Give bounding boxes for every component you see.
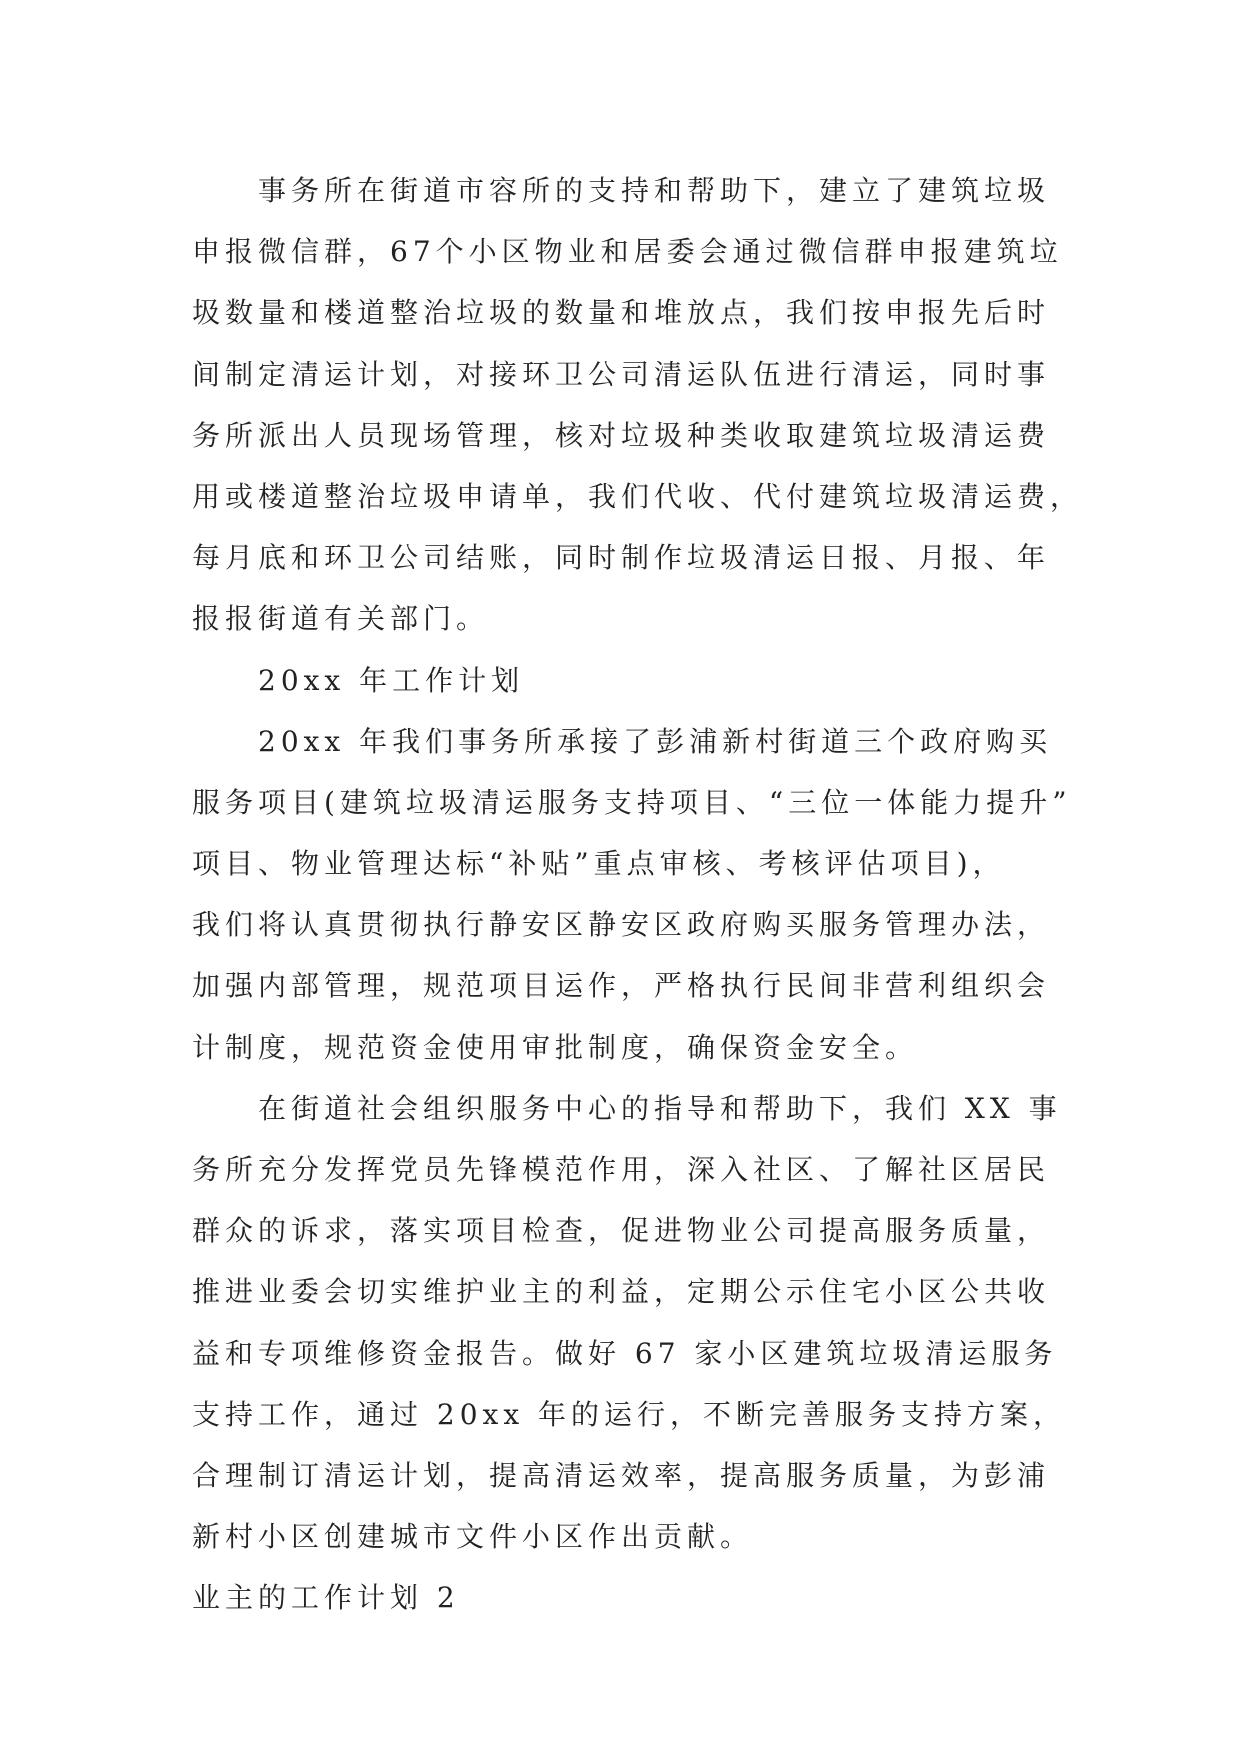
text-line: 加强内部管理，规范项目运作，严格执行民间非营利组织会 — [192, 969, 1051, 1003]
text-line: 事务所在街道市容所的支持和帮助下，建立了建筑垃圾 — [258, 174, 1051, 207]
document-body — [192, 160, 1084, 1629]
text-line: 合理制订清运计划，提高清运效率，提高服务质量，为彭浦 — [192, 1458, 1051, 1492]
paragraph-garbage-reporting — [192, 160, 1084, 650]
text-line: 项目、物业管理达标“补贴”重点审核、考核评估项目)， — [192, 847, 1006, 881]
heading-line: 20xx 年工作计划 — [258, 663, 525, 697]
text-line: 新村小区创建城市文件小区作出贡献。 — [192, 1520, 754, 1554]
paragraph-service-projects — [192, 711, 1072, 1078]
text-line: 每月底和环卫公司结账，同时制作垃圾清运日报、月报、年 — [192, 541, 1051, 575]
text-line: 间制定清运计划，对接环卫公司清运队伍进行清运，同时事 — [192, 357, 1051, 391]
section-title-owner-work-plan-2 — [192, 1567, 1052, 1628]
text-line: 报报街道有关部门。 — [192, 602, 490, 636]
text-line: 务所派出人员现场管理，核对垃圾种类收取建筑垃圾清运费 — [192, 418, 1051, 452]
text-line: 推进业委会切实维护业主的利益，定期公示住宅小区公共收 — [192, 1275, 1051, 1309]
section-heading-work-plan — [192, 650, 1052, 711]
text-line: 圾数量和楼道整治垃圾的数量和堆放点，我们按申报先后时 — [192, 296, 1051, 330]
text-line: 益和专项维修资金报告。做好 67 家小区建筑垃圾清运服务 — [192, 1336, 1058, 1370]
text-line: 计制度，规范资金使用审批制度，确保资金安全。 — [192, 1030, 919, 1064]
text-line: 我们将认真贯彻执行静安区静安区政府购买服务管理办法， — [192, 908, 1051, 942]
text-line: 20xx 年我们事务所承接了彭浦新村街道三个政府购买 — [258, 724, 1053, 758]
paragraph-community-guidance — [192, 1078, 1067, 1568]
text-line: 支持工作，通过 20xx 年的运行，不断完善服务支持方案， — [192, 1397, 1067, 1431]
text-line: 务所充分发挥党员先锋模范作用，深入社区、了解社区居民 — [192, 1153, 1051, 1186]
text-line: 服务项目(建筑垃圾清运服务支持项目、“三位一体能力提升” — [192, 785, 1072, 819]
text-line: 申报微信群，67个小区物业和居委会通过微信群申报建筑垃 — [192, 235, 1063, 269]
text-line: 用或楼道整治垃圾申请单，我们代收、代付建筑垃圾清运费， — [192, 479, 1084, 513]
text-line: 在街道社会组织服务中心的指导和帮助下，我们 XX 事 — [258, 1091, 1062, 1125]
title-line: 业主的工作计划 2 — [192, 1581, 460, 1615]
text-line: 群众的诉求，落实项目检查，促进物业公司提高服务质量， — [192, 1214, 1051, 1248]
